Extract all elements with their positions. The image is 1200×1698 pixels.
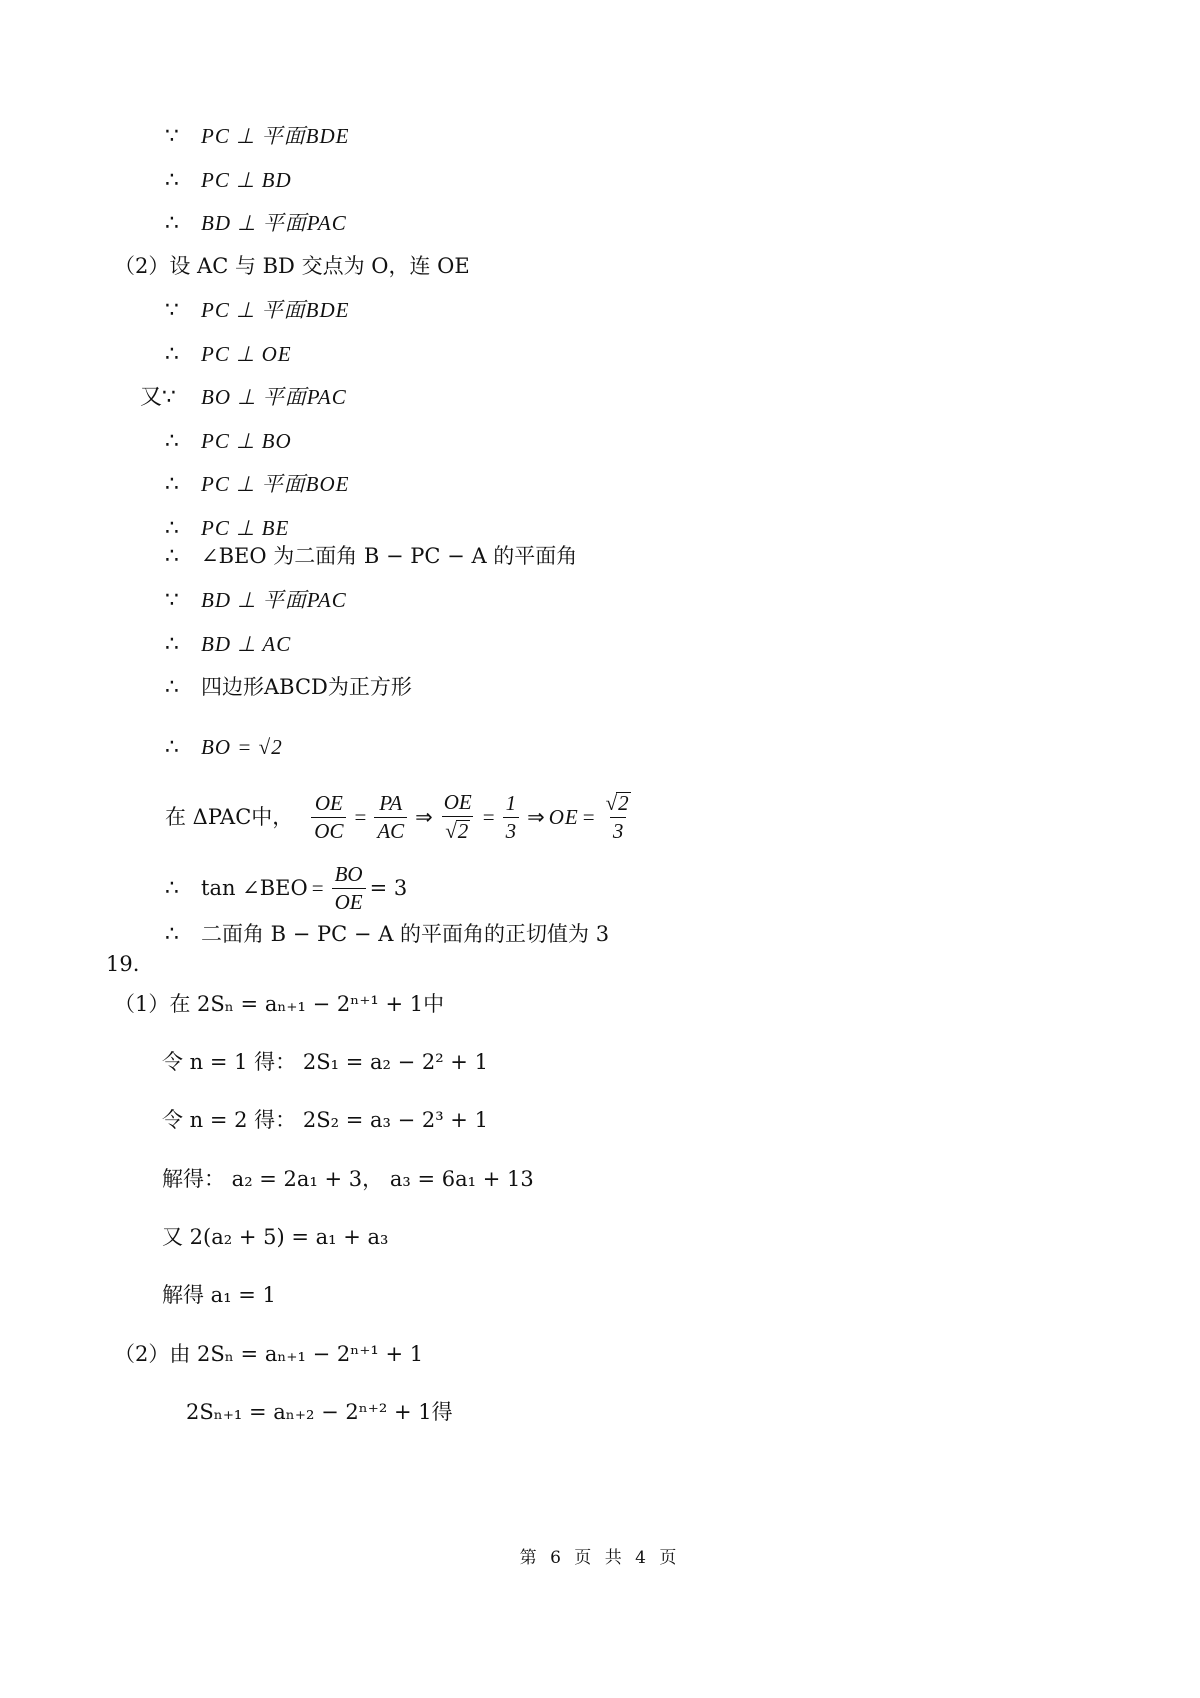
because-symbol: ∵ — [165, 124, 179, 149]
therefore-symbol: ∴ — [165, 211, 179, 236]
proof-text: BD ⊥ 平面PAC — [201, 211, 347, 235]
conclusion-text: 二面角 B − PC − A 的平面角的正切值为 3 — [201, 922, 610, 946]
fraction-one-third: $\frac{1}{3}$ — [503, 793, 520, 842]
problem-number: 19. — [106, 952, 140, 976]
proof-text: BO = √2 — [201, 735, 283, 759]
proof-text: PC ⊥ 平面BDE — [201, 124, 350, 148]
therefore-symbol: ∴ — [165, 472, 179, 497]
part-1-heading: （1）在 2Sₙ = aₙ₊₁ − 2ⁿ⁺¹ + 1中 — [114, 992, 445, 1016]
also-because-symbol: 又∵ — [140, 385, 176, 410]
result-lhs: OE — [548, 804, 579, 829]
fraction-pa-ac: $\frac{PA}{AC}$ — [374, 793, 407, 842]
part-2-heading: （2）设 AC 与 BD 交点为 O，连 OE — [114, 254, 470, 278]
therefore-symbol: ∴ — [165, 675, 179, 700]
proof-text: BD ⊥ AC — [201, 632, 292, 656]
because-symbol: ∵ — [165, 298, 179, 323]
proof-line — [165, 737, 283, 759]
proof-text: PC ⊥ 平面BOE — [201, 472, 350, 496]
solution-line: 2Sₙ₊₁ = aₙ₊₂ − 2ⁿ⁺² + 1得 — [186, 1400, 453, 1424]
fraction-sqrt2-over-3: $\frac{√2}{3}$ — [605, 791, 629, 843]
page-footer: 第 6 页 共 4 页 — [519, 1548, 681, 1568]
part-heading — [114, 256, 470, 277]
ratio-equation: 在 ΔPAC中， $\frac{OE}{OC}$ = $\frac{PA}{AC}$ ⇒ $\frac{OE}{√2}$ = $\frac{1}{3}$ ⇒ OE = $\frac{√2}{3}$ — [165, 792, 638, 842]
solution-line: 又 2(a₂ + 5) = a₁ + a₃ — [162, 1225, 389, 1249]
proof-line — [165, 213, 347, 235]
proof-line — [165, 431, 292, 453]
tan-rhs: = 3 — [369, 876, 408, 900]
therefore-symbol: ∴ — [165, 735, 179, 760]
fraction-oe-sqrt2: $\frac{OE}{√2}$ — [443, 790, 472, 843]
therefore-symbol: ∴ — [165, 922, 179, 947]
therefore-symbol: ∴ — [165, 516, 179, 541]
tan-equation: ∴ tan ∠BEO = $\frac{BO}{OE}$ = 3 — [165, 862, 408, 914]
therefore-symbol: ∴ — [165, 342, 179, 367]
solution-line: 令 n = 1 得： 2S₁ = a₂ − 2² + 1 — [162, 1050, 488, 1074]
therefore-symbol: ∴ — [165, 544, 179, 569]
solution-line: 令 n = 2 得： 2S₂ = a₃ − 2³ + 1 — [162, 1108, 488, 1132]
therefore-symbol: ∴ — [165, 168, 179, 193]
proof-text: ∠BEO 为二面角 B − PC − A 的平面角 — [201, 544, 578, 568]
proof-text: BO ⊥ 平面PAC — [201, 385, 347, 409]
proof-text: PC ⊥ BE — [201, 516, 290, 540]
proof-text: 四边形ABCD为正方形 — [201, 675, 412, 699]
proof-line — [165, 170, 292, 192]
proof-line — [165, 300, 349, 322]
therefore-symbol: ∴ — [165, 632, 179, 657]
conclusion-line — [165, 924, 609, 946]
proof-line — [165, 677, 412, 699]
proof-line — [165, 634, 291, 656]
fraction-bo-oe: $\frac{BO}{OE}$ — [332, 864, 366, 913]
proof-text: PC ⊥ OE — [201, 342, 292, 366]
solution-line: 解得： a₂ = 2a₁ + 3， a₃ = 6a₁ + 13 — [162, 1167, 534, 1191]
proof-line — [165, 590, 347, 612]
proof-text: PC ⊥ 平面BDE — [201, 298, 350, 322]
because-symbol: ∵ — [165, 588, 179, 613]
tan-lhs: tan ∠BEO — [201, 876, 308, 900]
proof-line — [165, 474, 349, 496]
proof-text: BD ⊥ 平面PAC — [201, 588, 347, 612]
proof-line — [165, 344, 292, 366]
proof-text: PC ⊥ BD — [201, 168, 292, 192]
part-2-heading: （2）由 2Sₙ = aₙ₊₁ − 2ⁿ⁺¹ + 1 — [114, 1342, 424, 1366]
proof-text: PC ⊥ BO — [201, 429, 292, 453]
fraction-oe-oc: $\frac{OE}{OC}$ — [311, 793, 346, 842]
proof-line — [165, 518, 289, 540]
proof-line — [140, 387, 347, 409]
ratio-prefix: 在 ΔPAC中， — [165, 804, 294, 829]
therefore-symbol: ∴ — [165, 429, 179, 454]
therefore-symbol: ∴ — [165, 875, 179, 901]
proof-line — [165, 126, 349, 148]
proof-line — [165, 546, 577, 568]
solution-line: 解得 a₁ = 1 — [162, 1283, 276, 1307]
